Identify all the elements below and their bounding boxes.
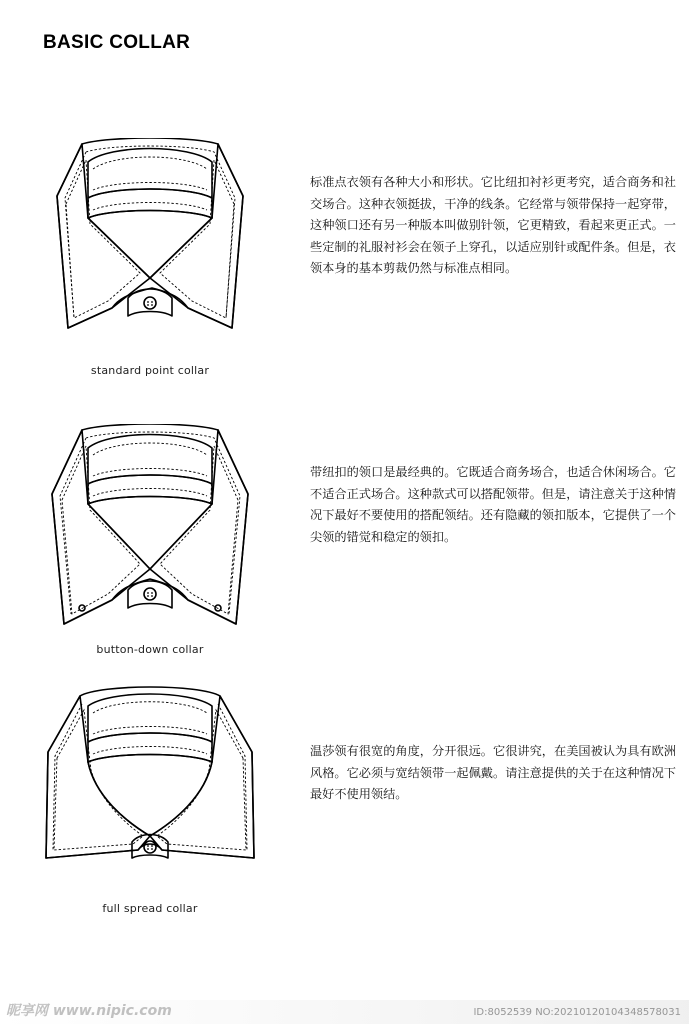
collar-drawing — [0, 424, 300, 644]
collar-drawing — [0, 138, 300, 358]
collar-drawing — [0, 686, 300, 886]
watermark-bar — [0, 1000, 689, 1024]
collar-caption: standard point collar — [90, 364, 210, 377]
collar-description: 标准点衣领有各种大小和形状。它比纽扣衬衫更考究，适合商务和社交场合。这种衣领挺拔，干净的线条。它经常与领带保持一起穿带，这种领口还有另一种版本叫做别针领，它更精致，看起来更正式。一些定制的礼服衬衫会在领子上穿孔，以适应别针或配件条。但是，衣领本身的基本剪裁仍然与标准点相同。 — [310, 175, 676, 275]
standard-point-collar-illustration — [0, 138, 300, 398]
collar-caption: button-down collar — [96, 643, 204, 656]
watermark-logo: 昵享网 www.nipic.com — [6, 1003, 172, 1019]
watermark-id: ID:8052539 NO:20210120104348578031 — [473, 1007, 681, 1018]
collar-description: 带纽扣的领口是最经典的。它既适合商务场合，也适合休闲场合。它不适合正式场合。这种款式可以搭配领带。但是，请注意关于这种情况下最好不要使用的搭配领结。还有隐藏的领扣版本，它提供了一个尖领的错觉和稳定的领扣。 — [310, 465, 676, 544]
page-title: BASIC COLLAR — [43, 32, 191, 53]
collar-description: 温莎领有很宽的角度，分开很远。它很讲究，在美国被认为具有欧洲风格。它必须与宽结领带一起佩戴。请注意提供的关于在这种情况下最好不使用领结。 — [310, 744, 676, 801]
collar-caption: full spread collar — [102, 902, 198, 915]
